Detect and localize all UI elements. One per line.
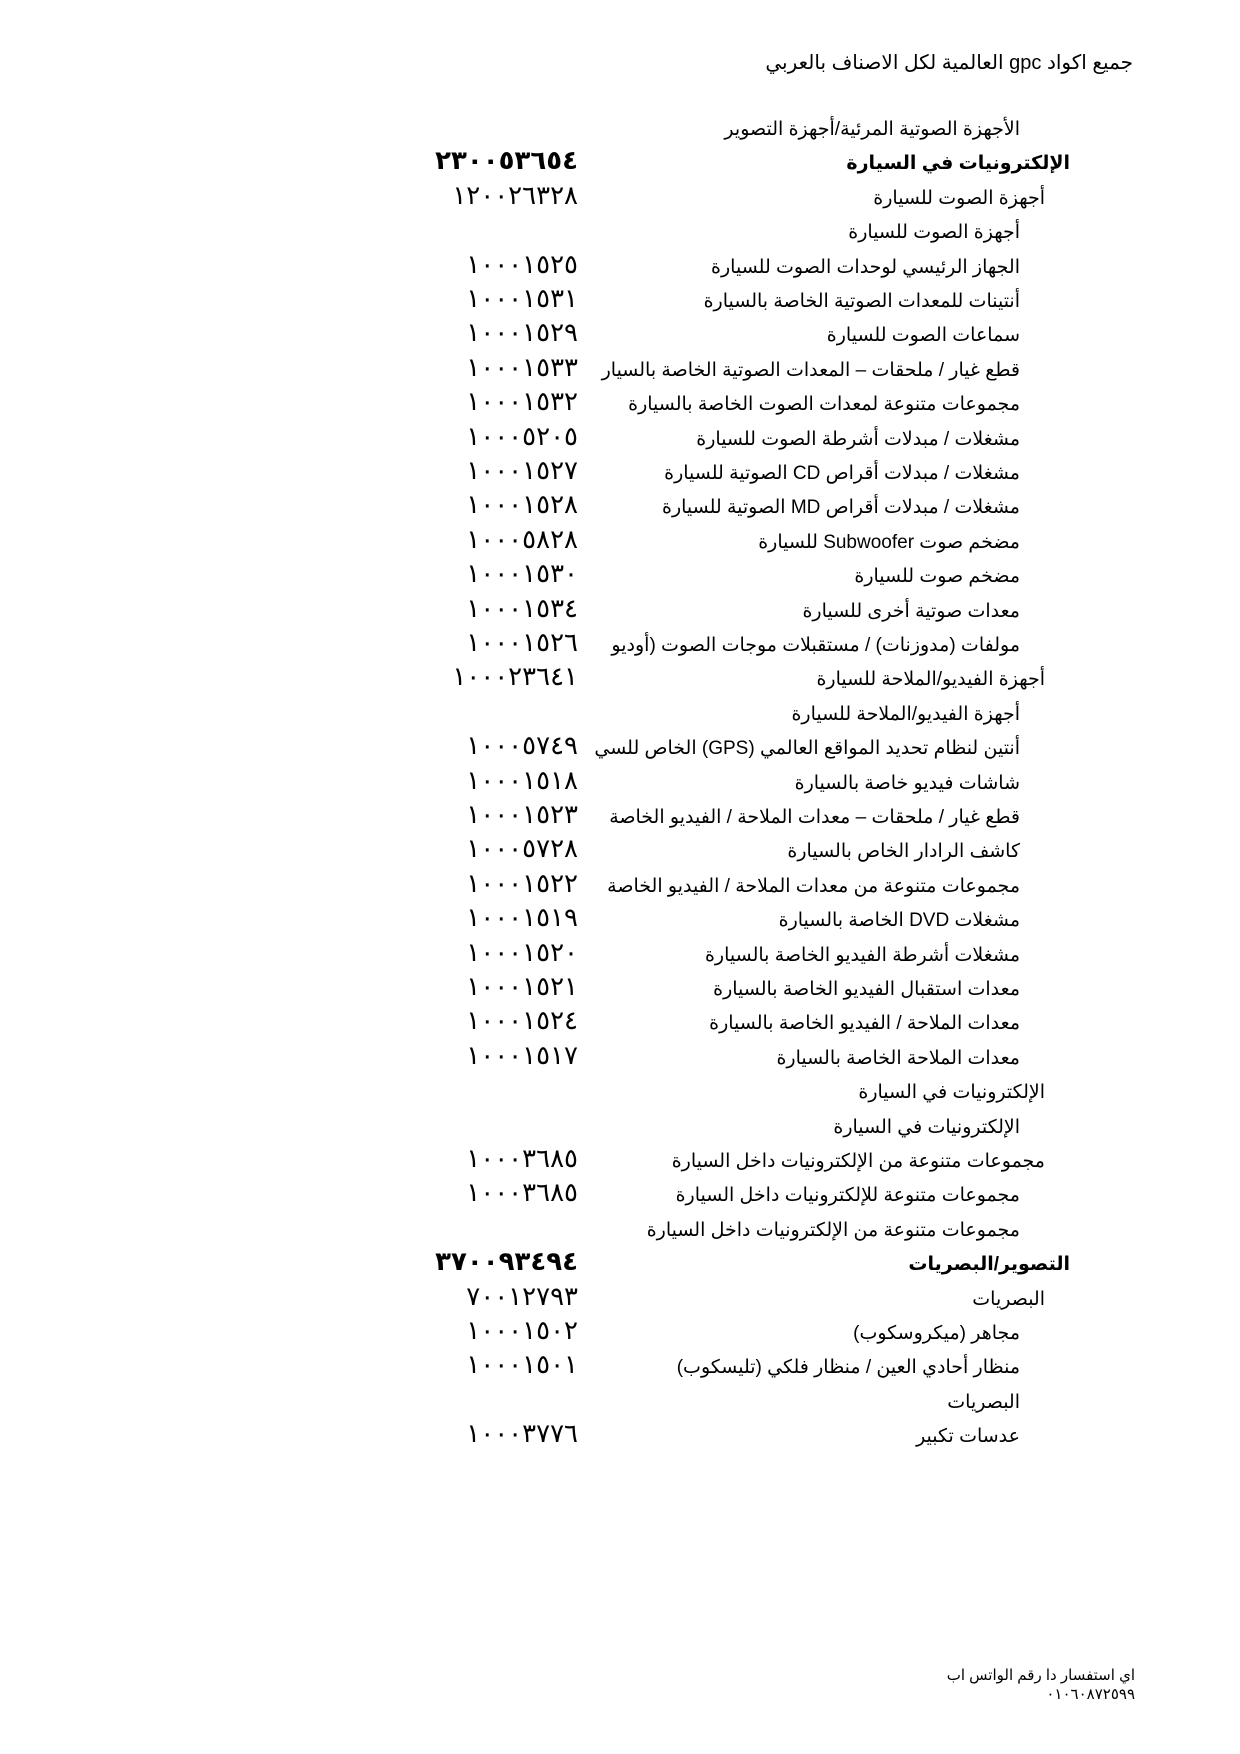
category-label: معدات استقبال الفيديو الخاصة بالسيارة — [713, 979, 1020, 1000]
gpc-code: ١٠٠٠١٥١٨ — [466, 765, 578, 796]
gpc-code: ١٠٠٠١٥٢٠ — [466, 937, 578, 968]
list-item — [0, 867, 1240, 905]
list-item — [0, 660, 1240, 698]
list-item — [0, 1348, 1240, 1386]
category-label: مشغلات / مبدلات أقراص CD الصوتية للسيارة — [664, 463, 1020, 484]
gpc-code: ١٠٠٠١٥٢٨ — [466, 490, 578, 521]
list-item — [0, 695, 1240, 733]
list-item — [0, 1383, 1240, 1421]
gpc-code: ١٠٠٠١٥٣٣ — [466, 352, 578, 383]
category-label: الإلكترونيات في السيارة — [846, 153, 1070, 175]
gpc-code: ١٠٠٠١٥٢٧ — [466, 456, 578, 486]
list-item — [0, 110, 1240, 148]
list-item — [0, 1245, 1240, 1283]
category-label: مشغلات / مبدلات أقراص MD الصوتية للسيارة — [662, 497, 1020, 519]
list-item — [0, 970, 1240, 1008]
category-label: مشغلات أشرطة الفيديو الخاصة بالسيارة — [704, 944, 1020, 966]
category-label: مضخم صوت Subwoofer للسيارة — [758, 531, 1020, 553]
category-label: مشغلات DVD الخاصة بالسيارة — [778, 910, 1020, 932]
gpc-code: ١٠٠٠٥٨٢٨ — [466, 524, 578, 555]
list-item — [0, 420, 1240, 458]
category-label: مشغلات / مبدلات أشرطة الصوت للسيارة — [696, 428, 1020, 450]
list-item — [0, 1039, 1240, 1077]
list-item — [0, 1073, 1240, 1111]
list-item — [0, 213, 1240, 251]
category-label: قطع غيار / ملحقات – المعدات الصوتية الخاصة بالسيار — [601, 359, 1020, 381]
list-item — [0, 1176, 1240, 1214]
list-item — [0, 1108, 1240, 1146]
list-item — [0, 1142, 1240, 1180]
category-label: التصوير/البصريات — [908, 1254, 1070, 1276]
category-label: سماعات الصوت للسيارة — [826, 325, 1020, 347]
list-item — [0, 523, 1240, 561]
gpc-code: ١٠٠٠١٥١٩ — [466, 903, 578, 934]
list-item — [0, 832, 1240, 870]
list-item — [0, 351, 1240, 389]
category-label: الإلكترونيات في السيارة — [833, 1116, 1020, 1138]
list-item — [0, 1211, 1240, 1249]
category-label: أنتين لنظام تحديد المواقع العالمي (GPS) الخاص للسي — [594, 738, 1020, 760]
whatsapp-number: ٠١٠٦٠٨٧٢٥٩٩ — [1046, 1686, 1135, 1703]
list-item — [0, 936, 1240, 974]
contact-footer — [947, 1666, 1135, 1704]
gpc-code: ١٠٠٠٥٢٠٥ — [466, 421, 578, 452]
gpc-code: ١٠٠٠٢٣٦٤١ — [452, 662, 578, 693]
category-label: مجموعات متنوعة من معدات الملاحة / الفيديو الخاصة — [607, 875, 1020, 897]
list-item — [0, 729, 1240, 767]
gpc-code: ١٠٠٠٣٦٨٥ — [466, 1178, 578, 1209]
list-item — [0, 179, 1240, 217]
gpc-code: ١٠٠٠١٥٢٤ — [466, 1006, 578, 1037]
gpc-code: ١٠٠٠٣٧٧٦ — [466, 1419, 578, 1450]
gpc-code: ١٠٠٠١٥٢٦ — [466, 628, 578, 658]
list-item — [0, 1280, 1240, 1318]
category-label: أجهزة الصوت للسيارة — [873, 187, 1045, 209]
category-label: مضخم صوت للسيارة — [854, 566, 1020, 588]
category-label: الإلكترونيات في السيارة — [858, 1082, 1045, 1104]
gpc-code: ١٠٠٠١٥٣٢ — [466, 387, 578, 418]
category-label: مجموعات متنوعة للإلكترونيات داخل السيارة — [675, 1185, 1020, 1207]
list-item — [0, 764, 1240, 802]
list-item — [0, 901, 1240, 939]
contact-text: اي استفسار دا رقم الواتس اب — [946, 1667, 1135, 1684]
category-label: معدات الملاحة / الفيديو الخاصة بالسيارة — [709, 1013, 1020, 1035]
category-label: منظار أحادي العين / منظار فلكي (تليسكوب) — [676, 1357, 1020, 1379]
list-item — [0, 1417, 1240, 1455]
category-label: أجهزة الفيديو/الملاحة للسيارة — [791, 703, 1020, 725]
list-item — [0, 282, 1240, 320]
category-label: مجموعات متنوعة من الإلكترونيات داخل السيارة — [671, 1151, 1045, 1172]
gpc-code: ١٠٠٠١٥٢٥ — [466, 249, 578, 280]
gpc-code: ٧٠٠١٢٧٩٣ — [466, 1281, 578, 1312]
category-label: مجموعات متنوعة لمعدات الصوت الخاصة بالسيارة — [628, 394, 1020, 416]
list-item — [0, 1314, 1240, 1352]
gpc-code: ١٠٠٠١٥٢٩ — [466, 318, 578, 349]
category-label: أنتينات للمعدات الصوتية الخاصة بالسيارة — [703, 291, 1020, 312]
list-item — [0, 592, 1240, 630]
gpc-code: ١٠٠٠٥٧٤٩ — [466, 731, 578, 762]
category-label: كاشف الرادار الخاص بالسيارة — [787, 841, 1020, 863]
category-label: معدات الملاحة الخاصة بالسيارة — [776, 1047, 1020, 1069]
list-item — [0, 626, 1240, 664]
page-title: جميع اكواد gpc العالمية لكل الاصناف بالعربي — [765, 52, 1133, 74]
gpc-code: ١٠٠٠١٥٣٤ — [466, 593, 578, 624]
gpc-code: ١٠٠٠١٥٠٢ — [466, 1316, 578, 1346]
gpc-code: ١٢٠٠٢٦٣٢٨ — [452, 180, 578, 211]
list-item — [0, 316, 1240, 354]
category-label: البصريات — [972, 1288, 1045, 1310]
list-item — [0, 454, 1240, 492]
category-label: الجهاز الرئيسي لوحدات الصوت للسيارة — [711, 256, 1020, 278]
gpc-code: ٢٣٠٠٥٣٦٥٤ — [435, 146, 578, 177]
category-label: الأجهزة الصوتية المرئية/أجهزة التصوير — [724, 119, 1020, 140]
gpc-code: ١٠٠٠١٥٢٣ — [466, 800, 578, 830]
list-item — [0, 144, 1240, 182]
category-label: شاشات فيديو خاصة بالسيارة — [794, 772, 1020, 794]
category-label: أجهزة الفيديو/الملاحة للسيارة — [816, 669, 1045, 691]
gpc-code: ٣٧٠٠٩٣٤٩٤ — [435, 1247, 578, 1278]
gpc-code: ١٠٠٠١٥٣٠ — [466, 559, 578, 590]
gpc-code: ١٠٠٠١٥٣١ — [466, 284, 578, 314]
category-label: مولفات (مدوزنات) / مستقبلات موجات الصوت (أوديو — [611, 635, 1020, 656]
list-item — [0, 557, 1240, 595]
list-item — [0, 798, 1240, 836]
category-label: مجاهر (ميكروسكوب) — [853, 1323, 1020, 1344]
category-label: مجموعات متنوعة من الإلكترونيات داخل السيارة — [646, 1219, 1020, 1241]
list-item — [0, 488, 1240, 526]
category-label: معدات صوتية أخرى للسيارة — [802, 600, 1020, 622]
gpc-code: ١٠٠٠١٥٢٢ — [466, 868, 578, 899]
category-label: البصريات — [947, 1391, 1020, 1413]
category-label: عدسات تكبير — [916, 1426, 1020, 1448]
gpc-code: ١٠٠٠١٥٢١ — [466, 972, 578, 1002]
category-label: قطع غيار / ملحقات – معدات الملاحة / الفيديو الخاصة — [609, 807, 1020, 828]
gpc-code: ١٠٠٠٥٧٢٨ — [466, 834, 578, 865]
list-item — [0, 385, 1240, 423]
list-item — [0, 248, 1240, 286]
gpc-code: ١٠٠٠١٥٠١ — [466, 1350, 578, 1381]
category-label: أجهزة الصوت للسيارة — [848, 222, 1020, 244]
gpc-code: ١٠٠٠١٥١٧ — [466, 1040, 578, 1071]
list-item — [0, 1004, 1240, 1042]
gpc-code: ١٠٠٠٣٦٨٥ — [466, 1144, 578, 1174]
